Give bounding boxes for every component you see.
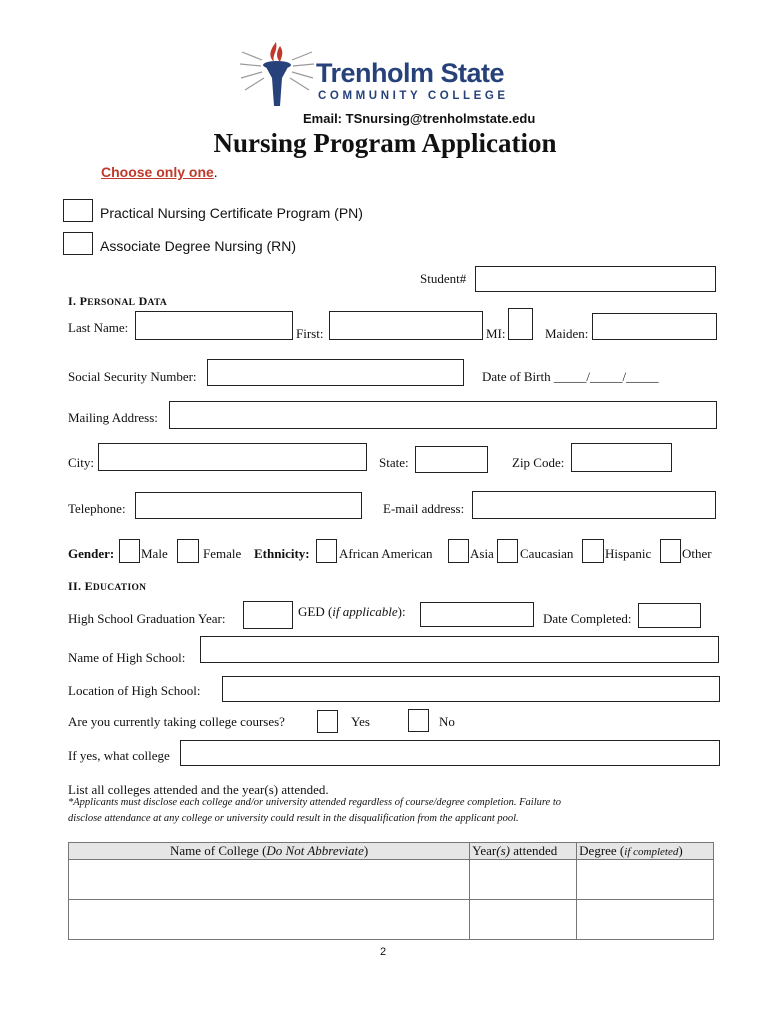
hispanic-label: Hispanic (605, 546, 652, 561)
disclosure-line-2: disclose attendance at any college or university could result in the disqualification from the applicant pool. (68, 813, 519, 824)
no-label: No (439, 714, 455, 729)
ged-label (298, 604, 406, 620)
city-label: City: (68, 455, 95, 470)
current-college-field[interactable] (180, 740, 720, 766)
hs-grad-year-field[interactable] (243, 601, 293, 629)
asia-checkbox[interactable] (448, 539, 469, 563)
years-header-italic: (s) (496, 843, 510, 858)
student-number-field[interactable] (475, 266, 716, 292)
state-label: State: (379, 455, 409, 470)
list-colleges-instruction: List all colleges attended and the year(s) attended. (68, 782, 329, 797)
mi-label: MI: (486, 326, 506, 341)
maiden-name-field[interactable] (592, 313, 717, 340)
rn-option-label: Associate Degree Nursing (RN) (100, 238, 297, 254)
college-logo (236, 38, 536, 110)
caucasian-checkbox[interactable] (497, 539, 518, 563)
program-instruction-text: Choose only one (101, 164, 214, 180)
degree-header-prefix: Degree ( (579, 843, 625, 858)
degree-cell[interactable] (577, 860, 714, 900)
logo-subtitle: COMMUNITY COLLEGE (318, 90, 509, 102)
logo-name: Trenholm State (316, 58, 505, 88)
hs-location-label: Location of High School: (68, 683, 201, 698)
disclosure-line-1: *Applicants must disclose each college and/or university attended regardless of course/degree completion. Failure to (68, 797, 562, 808)
last-name-label: Last Name: (68, 320, 129, 335)
telephone-label: Telephone: (68, 501, 126, 516)
pn-checkbox[interactable] (63, 199, 93, 222)
hs-grad-year-label: High School Graduation Year: (68, 611, 226, 626)
years-attended-cell[interactable] (470, 860, 577, 900)
years-attended-header (470, 843, 577, 860)
zip-code-label: Zip Code: (512, 455, 565, 470)
education-header (68, 579, 146, 594)
first-name-label: First: (296, 326, 324, 341)
currently-taking-label: Are you currently taking college courses? (68, 714, 285, 729)
if-yes-college-label: If yes, what college (68, 748, 170, 763)
hs-location-field[interactable] (222, 676, 720, 702)
last-name-field[interactable] (135, 311, 293, 340)
degree-header-suffix: ) (678, 843, 683, 858)
personal-data-header (68, 294, 167, 309)
telephone-field[interactable] (135, 492, 362, 519)
female-checkbox[interactable] (177, 539, 199, 563)
ged-label-italic: if applicable (332, 604, 398, 619)
asia-label: Asia (470, 546, 494, 561)
ssn-field[interactable] (207, 359, 464, 386)
college-name-cell[interactable] (69, 860, 470, 900)
personal-header-numeral: I. (68, 294, 77, 308)
other-checkbox[interactable] (660, 539, 681, 563)
maiden-label: Maiden: (545, 326, 589, 341)
page-number: 2 (380, 946, 387, 958)
male-checkbox[interactable] (119, 539, 140, 563)
date-completed-label: Date Completed: (543, 611, 632, 626)
gender-label: Gender: (68, 546, 115, 561)
college-name-header (69, 843, 470, 860)
male-label: Male (141, 546, 168, 561)
personal-header-ersonal: ERSONAL (87, 298, 136, 308)
african-american-label: African American (339, 546, 433, 561)
program-instruction-period: . (213, 164, 218, 180)
caucasian-label: Caucasian (520, 546, 574, 561)
hs-name-label: Name of High School: (68, 650, 186, 665)
college-name-header-prefix: Name of College ( (170, 843, 267, 858)
female-label: Female (203, 546, 242, 561)
ged-field[interactable] (420, 602, 534, 627)
personal-header-d: D (138, 294, 148, 308)
email-address-field[interactable] (472, 491, 716, 519)
zip-code-field[interactable] (571, 443, 672, 472)
table-row (69, 900, 714, 940)
personal-header-ata: ATA (147, 298, 168, 308)
years-header-suffix: attended (509, 843, 558, 858)
pn-option-label: Practical Nursing Certificate Program (PN) (100, 205, 363, 221)
first-name-field[interactable] (329, 311, 483, 340)
state-field[interactable] (415, 446, 488, 473)
college-name-header-suffix: ) (363, 843, 369, 858)
table-row (69, 860, 714, 900)
ssn-label: Social Security Number: (68, 369, 197, 384)
email-address-label: E-mail address: (383, 501, 465, 516)
hispanic-checkbox[interactable] (582, 539, 604, 563)
education-header-e: E (84, 579, 93, 593)
contact-email: Email: TSnursing@trenholmstate.edu (303, 111, 536, 126)
ethnicity-label: Ethnicity: (254, 546, 310, 561)
yes-label: Yes (351, 714, 370, 729)
ged-label-prefix: GED ( (298, 604, 333, 619)
education-header-rest: DUCATION (92, 583, 147, 593)
mailing-address-field[interactable] (169, 401, 717, 429)
mailing-address-label: Mailing Address: (68, 410, 158, 425)
degree-cell[interactable] (577, 900, 714, 940)
personal-header-p: P (79, 294, 88, 308)
degree-header-italic: if completed (624, 846, 679, 858)
degree-header (577, 843, 714, 860)
no-checkbox[interactable] (408, 709, 429, 732)
years-attended-cell[interactable] (470, 900, 577, 940)
page-title: Nursing Program Application (213, 128, 557, 158)
education-header-numeral: II. (68, 579, 82, 593)
african-american-checkbox[interactable] (316, 539, 337, 563)
colleges-table (68, 842, 714, 940)
date-completed-field[interactable] (638, 603, 701, 628)
dob-label: Date of Birth _____/_____/_____ (482, 369, 659, 384)
colleges-table-header (69, 843, 714, 860)
college-name-header-italic: Do Not Abbreviate (266, 843, 364, 858)
years-header-prefix: Year (472, 843, 497, 858)
hs-name-field[interactable] (200, 636, 719, 663)
yes-checkbox[interactable] (317, 710, 338, 733)
student-number-label: Student# (420, 271, 467, 286)
city-field[interactable] (98, 443, 367, 471)
rn-checkbox[interactable] (63, 232, 93, 255)
program-instruction (101, 164, 218, 180)
ged-label-suffix: ): (397, 604, 406, 619)
college-name-cell[interactable] (69, 900, 470, 940)
other-label: Other (682, 546, 712, 561)
mi-field[interactable] (508, 308, 533, 340)
torch-icon (236, 38, 318, 110)
